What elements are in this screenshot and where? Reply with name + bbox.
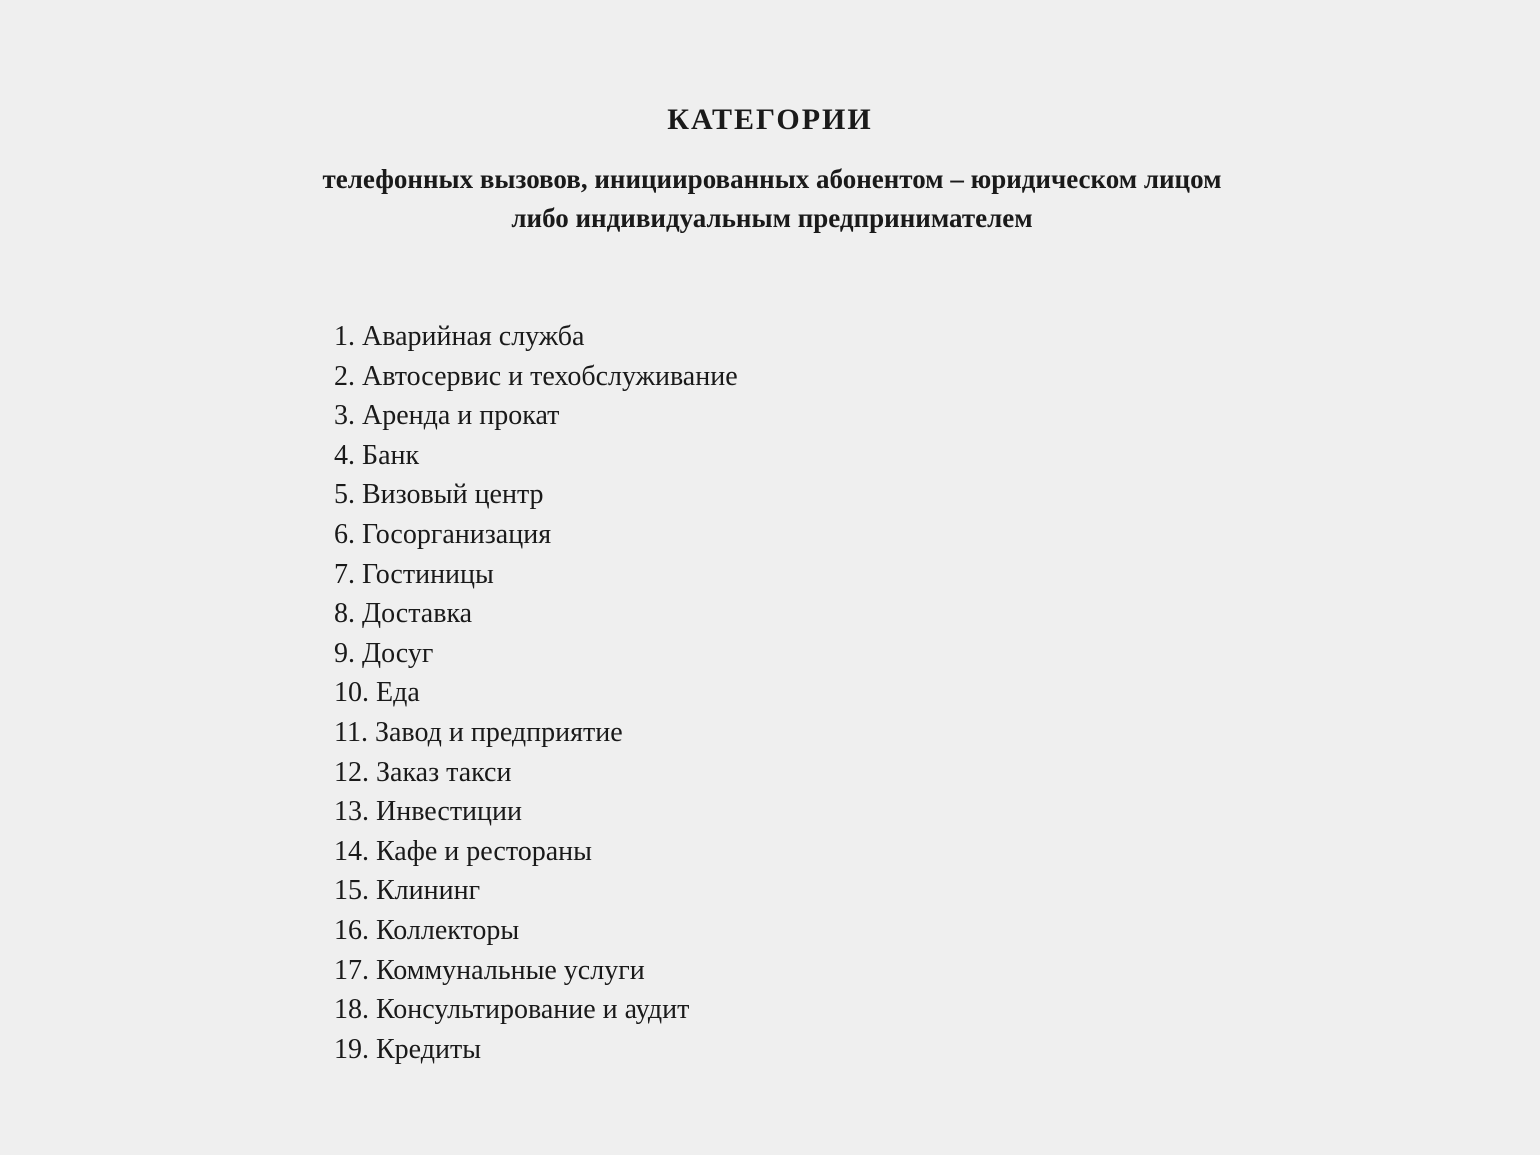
list-item: 7. Гостиницы: [334, 558, 494, 590]
list-item: 3. Аренда и прокат: [334, 400, 560, 432]
list-item: 9. Досуг: [334, 637, 434, 669]
list-item: 6. Госорганизация: [334, 518, 552, 550]
list-item: 10. Еда: [334, 677, 420, 709]
category-list: [334, 317, 738, 1069]
list-item: 14. Кафе и рестораны: [334, 835, 592, 867]
list-item: 8. Доставка: [334, 598, 473, 630]
list-item: 5. Визовый центр: [334, 479, 544, 511]
list-item: 1. Аварийная служба: [334, 321, 585, 352]
document-subtitle: [0, 160, 1540, 238]
list-item: 13. Инвестиции: [334, 796, 522, 828]
list-item: 18. Консультирование и аудит: [334, 994, 690, 1026]
list-item: 19. Кредиты: [334, 1033, 482, 1065]
list-item: 17. Коммунальные услуги: [334, 954, 645, 986]
document-title: КАТЕГОРИИ: [667, 103, 873, 136]
subtitle-line-1: телефонных вызовов, инициированных абонентом – юридическом лицом: [322, 164, 1222, 194]
list-item: 12. Заказ такси: [334, 756, 512, 788]
list-item: 16. Коллекторы: [334, 914, 520, 946]
subtitle-line-2: либо индивидуальным предпринимателем: [511, 203, 1033, 233]
list-item: 4. Банк: [334, 439, 420, 471]
list-item: 15. Клининг: [334, 875, 481, 907]
list-item: 2. Автосервис и техобслуживание: [334, 360, 738, 392]
list-item: 11. Завод и предприятие: [334, 716, 623, 748]
